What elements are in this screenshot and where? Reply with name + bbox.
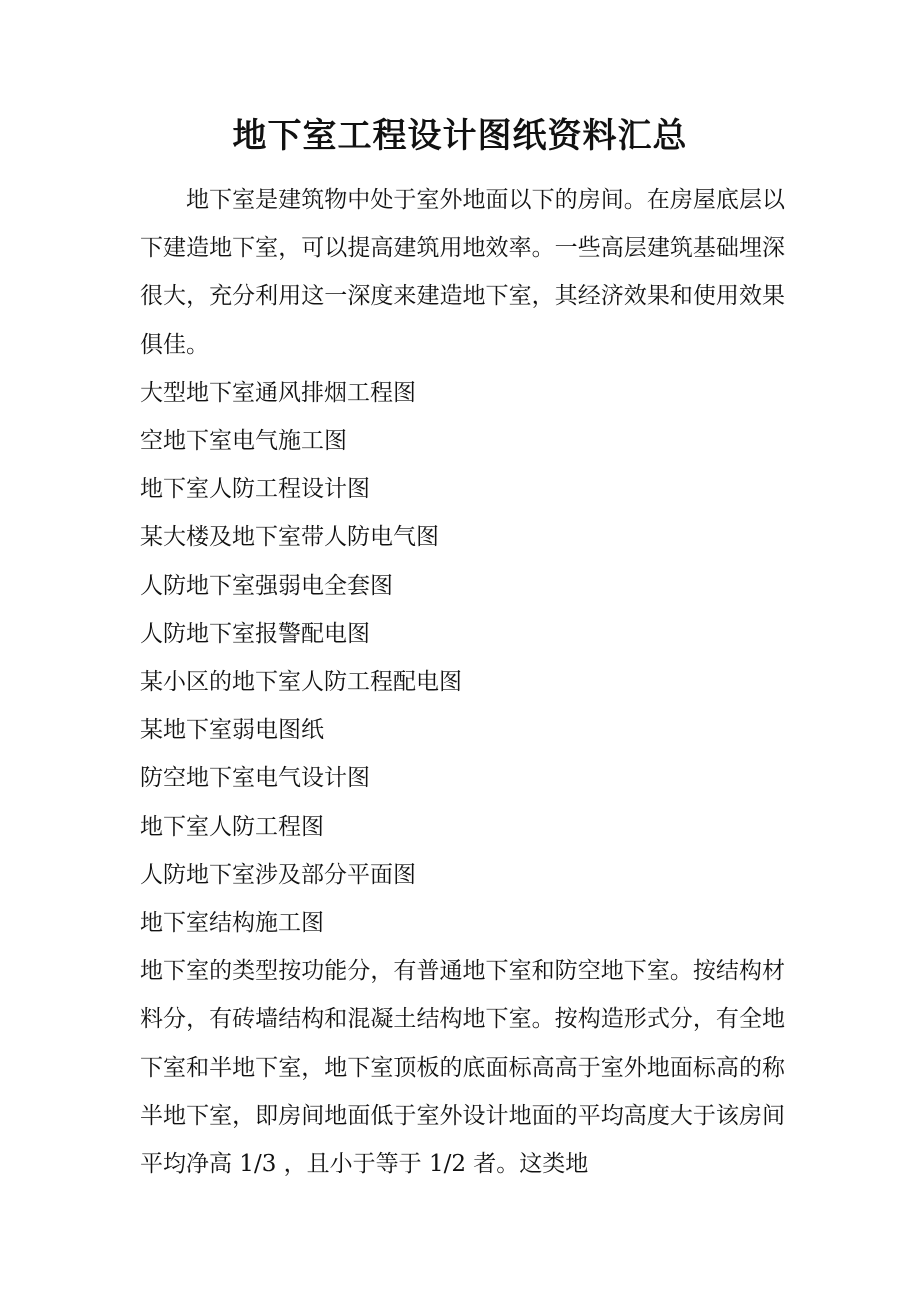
- intro-paragraph: 地下室是建筑物中处于室外地面以下的房间。在房屋底层以下建造地下室，可以提高建筑用地效率。一些高层建筑基础埋深很大，充分利用这一深度来建造地下室，其经济效果和使用效果俱佳。: [140, 187, 785, 358]
- document-title: 地下室工程设计图纸资料汇总: [232, 116, 688, 156]
- list-item: 人防地下室涉及部分平面图: [140, 861, 416, 888]
- list-item: 空地下室电气施工图: [140, 428, 347, 455]
- document-body: [140, 176, 785, 1188]
- list-item: 地下室人防工程图: [140, 813, 324, 840]
- list-item: 某大楼及地下室带人防电气图: [140, 524, 439, 551]
- list-item: 人防地下室报警配电图: [140, 620, 370, 647]
- list-item: 大型地下室通风排烟工程图: [140, 379, 416, 406]
- list-item: 地下室人防工程设计图: [140, 476, 370, 503]
- body-paragraph: 地下室的类型按功能分，有普通地下室和防空地下室。按结构材料分，有砖墙结构和混凝土结构地下室。按构造形式分，有全地下室和半地下室，地下室顶板的底面标高高于室外地面标高的称半地下室，即房间地面低于室外设计地面的平均高度大于该房间平均净高 1/3 ，且小于等于 1/2 者。这类地: [140, 958, 785, 1178]
- list-item: 某地下室弱电图纸: [140, 717, 324, 744]
- list-item: 某小区的地下室人防工程配电图: [140, 669, 462, 696]
- list-item: 地下室结构施工图: [140, 910, 324, 937]
- drawing-list: [140, 369, 785, 947]
- list-item: 人防地下室强弱电全套图: [140, 572, 393, 599]
- list-item: 防空地下室电气设计图: [140, 765, 370, 792]
